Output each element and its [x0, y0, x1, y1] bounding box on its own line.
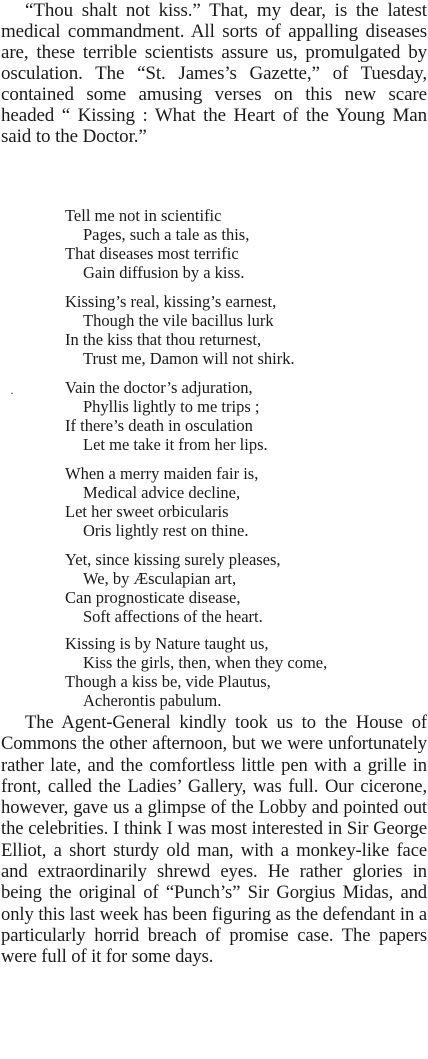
poem-line: Let her sweet orbicularis [65, 502, 229, 521]
poem-line: Though a kiss be, vide Plautus, [65, 672, 271, 691]
poem-line: Acherontis pabulum. [83, 691, 222, 710]
stray-mark: · [10, 386, 14, 400]
poem-line: In the kiss that thou returnest, [65, 330, 262, 349]
stanza-5 [65, 550, 427, 626]
stanza-4 [65, 464, 427, 540]
poem-line: Tell me not in scientific [65, 206, 222, 225]
poem-line: Trust me, Damon will not shirk. [83, 349, 295, 368]
poem-line: Phyllis lightly to me trips ; [83, 397, 260, 416]
poem-line: When a merry maiden fair is, [65, 464, 259, 483]
poem-line: Pages, such a tale as this, [83, 225, 250, 244]
poem-line: Gain diffusion by a kiss. [83, 263, 245, 282]
poem-line: Though the vile bacillus lurk [83, 311, 274, 330]
stanza-3 [65, 378, 427, 454]
poem-line: Medical advice decline, [83, 483, 241, 502]
poem-line: Vain the doctor’s adjuration, [65, 378, 253, 397]
poem-line: Kiss the girls, then, when they come, [83, 653, 328, 672]
poem-line: Kissing’s real, kissing’s earnest, [65, 292, 277, 311]
poem-line: Oris lightly rest on thine. [83, 521, 249, 540]
poem-line: Can prognosticate disease, [65, 588, 241, 607]
poem-line: That diseases most terrific [65, 244, 239, 263]
stanza-6 [65, 634, 427, 710]
outro-paragraph: The Agent-General kindly took us to the House of Commons the other afternoon, but we were unfortunately rather late, and the comfortless little pen with a grille in front, called the Ladies’ Gallery, was full. Our cicerone, however, gave us a glimpse of the Lobby and pointed out the celebrities. I think I was most interested in Sir George Elliot, a short sturdy old man, with a monkey-like face and extraordinarily shrewd eyes. He rather glories in being the original of “Punch’s” Sir Gorgius Midas, and only this last week has been figuring as the defendant in a particularly horrid breach of promise case. The papers were full of it for some days. [1, 712, 427, 968]
poem-line: Kissing is by Nature taught us, [65, 634, 269, 653]
stanza-1 [65, 206, 427, 282]
poem-line: Soft affections of the heart. [83, 607, 263, 626]
poem-line: If there’s death in osculation [65, 416, 253, 435]
poem-line: We, by Æsculapian art, [83, 569, 237, 588]
poem-line: Let me take it from her lips. [83, 435, 268, 454]
stanza-2 [65, 292, 427, 368]
intro-paragraph: “Thou shalt not kiss.” That, my dear, is the latest medical commandment. All sorts of appalling diseases are, these terrible scientists assure us, promulgated by osculation. The “St. James’s Gazette,” of Tuesday, contained some amusing verses on this new scare headed “ Kissing : What the Heart of the Young Man said to the Doctor.” [1, 0, 427, 147]
poem-line: Yet, since kissing surely pleases, [65, 550, 281, 569]
